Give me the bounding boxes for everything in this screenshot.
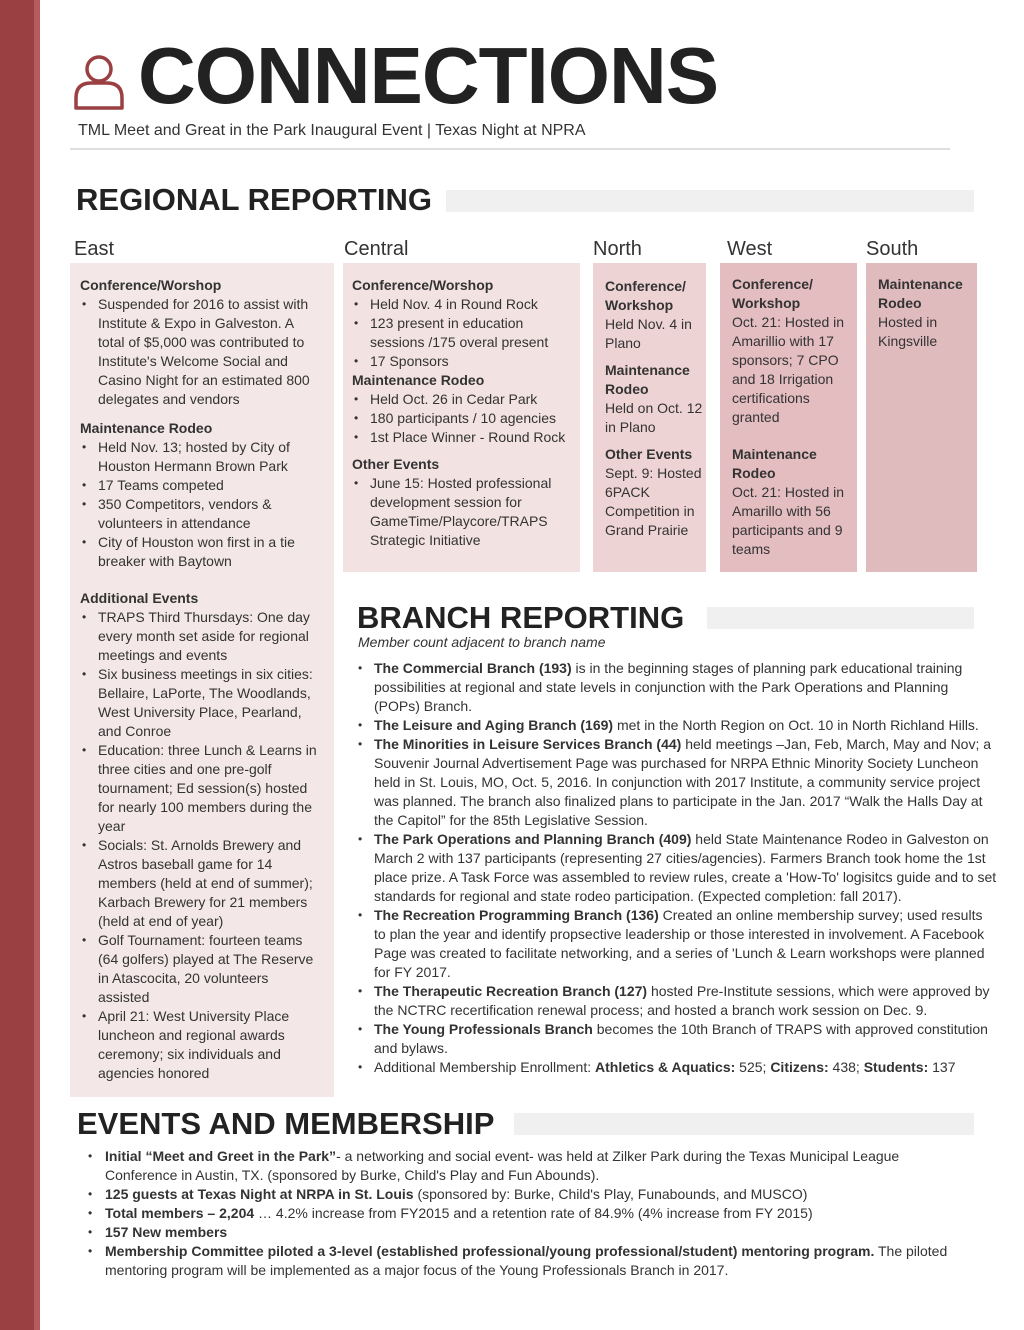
branch-heading-bar (707, 607, 974, 629)
east-additional-item: • Golf Tournament: fourteen teams (64 golfers) played at The Reserve in Atascocita, 20 volunteers assisted (80, 931, 320, 1007)
central-rodeo-item: • Held Oct. 26 in Cedar Park (352, 390, 576, 409)
enrollment-prefix: Additional Membership Enrollment: (374, 1059, 595, 1075)
person-icon (72, 52, 126, 110)
branch-name: The Commercial Branch (193) (374, 660, 572, 676)
region-label-central: Central (344, 238, 409, 260)
branch-text: held meetings –Jan, Feb, March, May and Nov; a Souvenir Journal Advertisement Page was purchased for NRPA Ethnic Minority Society Luncheon held in St. Louis, MO, Oct. 5, 2016. In conjunction with 2017 Institute, a community service project was planned. The branch also finalized plans to participate in the Jan. 2017 “Walk the Halls Day at the Capitol” for the 85th Legislative Session. (374, 736, 992, 828)
event-item (88, 1204, 968, 1223)
branch-item (358, 830, 998, 906)
branch-name: The Leisure and Aging Branch (169) (374, 717, 614, 733)
east-additional-item: • Six business meetings in six cities: Bellaire, LaPorte, The Woodlands, West University Place, Pearland, and Conroe (80, 665, 320, 741)
events-heading-bar (514, 1113, 974, 1135)
region-label-south: South (866, 238, 919, 260)
regional-reporting-heading: REGIONAL REPORTING (76, 182, 432, 217)
east-additional-title: Additional Events (80, 590, 199, 606)
events-membership-heading: EVENTS AND MEMBERSHIP (77, 1106, 495, 1141)
branch-text: held State Maintenance Rodeo in Galveston on March 2 with 137 participants (representing 27 cities/agencies). Farmers Branch took home the 1st place prize. A Task Force was assembled to review rules, create a 'How-To' logisitcs guide and to set standards for regional and state rodeo participation. (Expected completion: fall 2017). (374, 831, 997, 904)
branch-name: The Therapeutic Recreation Branch (127) (374, 983, 648, 999)
branch-name: The Minorities in Leisure Services Branch (44) (374, 736, 682, 752)
central-conference-title: Conference/Worshop (352, 277, 494, 293)
region-label-east: East (74, 238, 115, 260)
event-bold: 157 New members (105, 1224, 228, 1240)
sidebar-accent-bar (0, 0, 40, 1330)
west-rodeo-title: Maintenance Rodeo (732, 446, 817, 481)
event-text: … 4.2% increase from FY2015 and a retention rate of 84.9% (4% increase from FY 2015) (254, 1205, 813, 1221)
central-rodeo-title: Maintenance Rodeo (352, 372, 485, 388)
athletics-label: Athletics & Aquatics: (595, 1059, 736, 1075)
enrollment-item (358, 1058, 998, 1077)
east-rodeo-item: • 17 Teams competed (80, 476, 320, 495)
west-conference-title: Conference/ Workshop (732, 276, 813, 311)
east-rodeo-item: • 350 Competitors, vendors & volunteers in attendance (80, 495, 320, 533)
east-additional-item: • Socials: St. Arnolds Brewery and Astros baseball game for 14 members (held at end of summer); Karbach Brewery for 21 members (held at end of year) (80, 836, 320, 931)
branch-item (358, 659, 998, 716)
central-other-item: • June 15: Hosted professional development session for GameTime/Playcore/TRAPS Strategic Initiative (352, 474, 576, 550)
title-divider (70, 148, 950, 150)
branch-item (358, 906, 998, 982)
branch-list (358, 659, 998, 1077)
branch-name: The Recreation Programming Branch (136) (374, 907, 659, 923)
event-bold: Initial “Meet and Greet in the Park” (105, 1148, 337, 1164)
branch-item (358, 735, 998, 830)
region-label-north: North (593, 238, 642, 260)
east-conference-title: Conference/Worshop (80, 277, 222, 293)
central-rodeo-item: • 1st Place Winner - Round Rock (352, 428, 576, 447)
north-rodeo-title: Maintenance Rodeo (605, 362, 690, 397)
central-conference-item: • 17 Sponsors (352, 352, 576, 371)
page-title: CONNECTIONS (138, 31, 719, 120)
event-bold: Membership Committee piloted a 3-level (established professional/young professional/student) mentoring program. (105, 1243, 875, 1259)
branch-text: Created an online membership survey; used results to plan the year and identify propsective leadership or those interested in involvement. A Facebook Page was created to facilitate networking, and a series of 'Lunch & Learn workshops were planned for FY 2017. (374, 907, 985, 980)
north-other-title: Other Events (605, 446, 693, 462)
region-label-west: West (727, 238, 773, 260)
north-region-content (605, 277, 703, 540)
east-rodeo-title: Maintenance Rodeo (80, 420, 213, 436)
central-other-title: Other Events (352, 456, 440, 472)
north-rodeo-text: Held on Oct. 12 in Plano (605, 400, 703, 435)
east-rodeo-item: • Held Nov. 13; hosted by City of Houston Hermann Brown Park (80, 438, 320, 476)
central-conference-item: • Held Nov. 4 in Round Rock (352, 295, 576, 314)
citizens-value: 438; (828, 1059, 864, 1075)
event-item (88, 1223, 968, 1242)
branch-text: is in the beginning stages of planning park educational training possibilities at regional and state levels in conjunction with the Park Operations and Planning (POPs) Branch. (374, 660, 963, 714)
branch-text: becomes the 10th Branch of TRAPS with approved constitution and bylaws. (374, 1021, 988, 1056)
west-region-content (732, 275, 854, 559)
event-item (88, 1242, 968, 1280)
east-region-content (80, 276, 320, 1083)
branch-item (358, 1020, 998, 1058)
branch-name: The Park Operations and Planning Branch (409) (374, 831, 692, 847)
west-conference-text: Oct. 21: Hosted in Amarillio with 17 sponsors; 7 CPO and 18 Irrigation certifications granted (732, 314, 845, 425)
event-text: The piloted mentoring program will be implemented as a major focus of the Young Professionals Branch in 2017. (105, 1243, 948, 1278)
students-value: 137 (928, 1059, 956, 1075)
east-additional-item: • TRAPS Third Thursdays: One day every month set aside for regional meetings and events (80, 608, 320, 665)
event-bold: 125 guests at Texas Night at NRPA in St. Louis (105, 1186, 414, 1202)
east-conference-item: • Suspended for 2016 to assist with Institute & Expo in Galveston. A total of $5,000 was contributed to Institute's Welcome Social and Casino Night for an estimated 800 delegates and vendors (80, 295, 320, 409)
branch-reporting-heading: BRANCH REPORTING (357, 600, 685, 635)
students-label: Students: (863, 1059, 929, 1075)
branch-subtitle: Member count adjacent to branch name (358, 634, 606, 650)
regional-heading-bar (446, 190, 974, 212)
branch-item (358, 982, 998, 1020)
central-rodeo-item: • 180 participants / 10 agencies (352, 409, 576, 428)
branch-item (358, 716, 998, 735)
north-conference-text: Held Nov. 4 in Plano (605, 316, 692, 351)
north-conference-title: Conference/ Workshop (605, 278, 686, 313)
south-region-content (878, 275, 974, 351)
branch-text: met in the North Region on Oct. 10 in North Richland Hills. (613, 717, 979, 733)
events-list (88, 1147, 968, 1280)
east-additional-item: • Education: three Lunch & Learns in three cities and one pre-golf tournament; Ed session(s) hosted for nearly 100 members during the year (80, 741, 320, 836)
south-rodeo-text: Hosted in Kingsville (878, 314, 938, 349)
event-text: (sponsored by: Burke, Child's Play, Funabounds, and MUSCO) (413, 1186, 808, 1202)
event-item (88, 1185, 968, 1204)
north-other-text: Sept. 9: Hosted 6PACK Competition in Grand Prairie (605, 465, 702, 538)
event-bold: Total members – 2,204 (105, 1205, 255, 1221)
event-text: - a networking and social event- was held at Zilker Park during the Texas Municipal League Conference in Austin, TX. (sponsored by Burke, Child's Play and Fun Abounds). (105, 1148, 900, 1183)
athletics-value: 525; (735, 1059, 771, 1075)
central-conference-item: • 123 present in education sessions /175 overal present (352, 314, 576, 352)
east-rodeo-item: • City of Houston won first in a tie breaker with Baytown (80, 533, 320, 571)
branch-name: The Young Professionals Branch (374, 1021, 593, 1037)
branch-text: hosted Pre-Institute sessions, which were approved by the NCTRC recertification renewal process; and hosted a branch work session on Dec. 9. (374, 983, 990, 1018)
central-region-content (352, 276, 576, 550)
south-rodeo-title: Maintenance Rodeo (878, 276, 963, 311)
event-item (88, 1147, 968, 1185)
citizens-label: Citizens: (770, 1059, 829, 1075)
east-additional-item: • April 21: West University Place luncheon and regional awards ceremony; six individuals and agencies honored (80, 1007, 320, 1083)
page-subtitle: TML Meet and Great in the Park Inaugural Event | Texas Night at NPRA (78, 122, 586, 139)
west-rodeo-text: Oct. 21: Hosted in Amarillo with 56 participants and 9 teams (732, 484, 845, 557)
